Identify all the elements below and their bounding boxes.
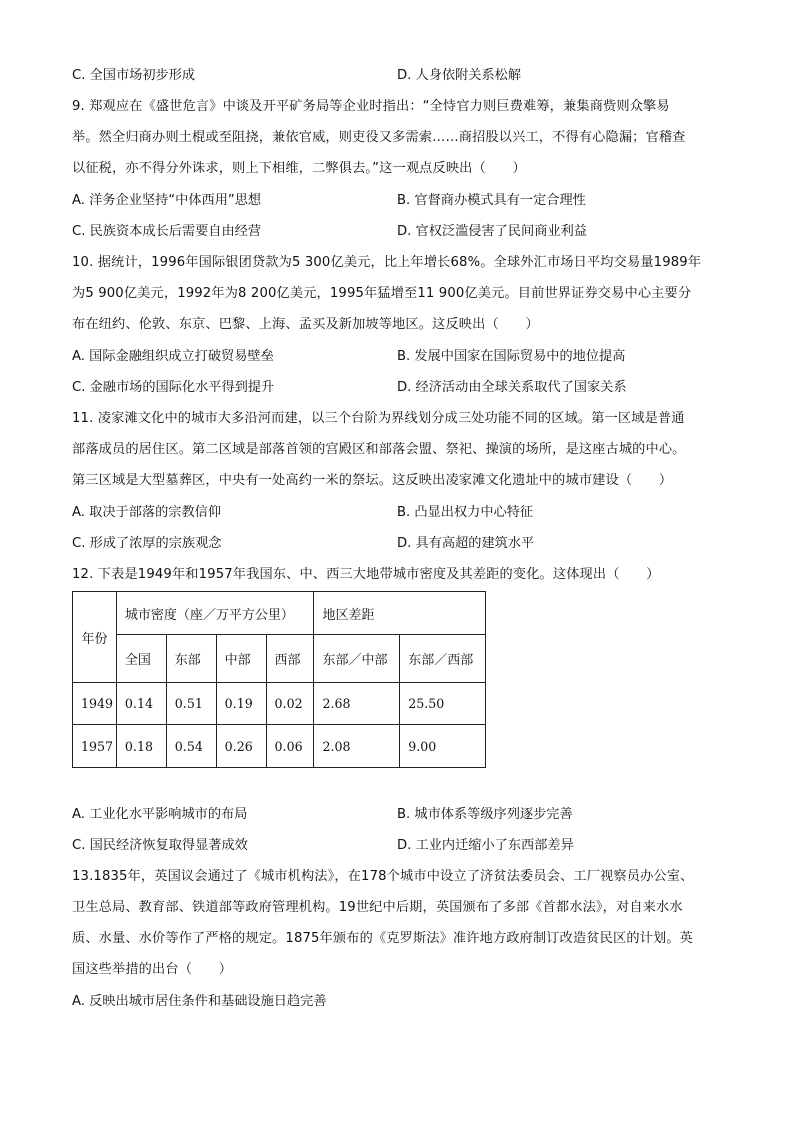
sub-header-east-west: 东部／西部 bbox=[400, 635, 486, 683]
q12-option-a[interactable]: A. 工业化水平影响城市的布局 bbox=[72, 807, 248, 822]
q11-stem-line-1: 11. 凌家滩文化中的城市大多沿河而建，以三个台阶为界线划分成三处功能不同的区域。第一区域是普通 bbox=[72, 411, 685, 426]
sub-header-east: 东部 bbox=[166, 635, 216, 683]
sub-header-east-central: 东部／中部 bbox=[314, 635, 400, 683]
sub-header-west: 西部 bbox=[266, 635, 314, 683]
table-header-row-1 bbox=[73, 592, 486, 635]
q11-stem-line-3: 第三区域是大型墓葬区，中央有一处高约一米的祭坛。这反映出凌家滩文化遗址中的城市建设（ ） bbox=[72, 473, 673, 488]
year-header: 年份 bbox=[73, 592, 117, 683]
cell-central: 0.26 bbox=[216, 725, 266, 768]
q10-option-b[interactable]: B. 发展中国家在国际贸易中的地位提高 bbox=[397, 349, 626, 364]
cell-central: 0.19 bbox=[216, 683, 266, 725]
q11-option-b[interactable]: B. 凸显出权力中心特征 bbox=[397, 505, 534, 520]
cell-national: 0.18 bbox=[116, 725, 166, 768]
q9-stem-line-2: 举。然全归商办则土棍或至阻挠，兼依官威，则吏役又多需索……商招股以兴工，不得有心隐漏；官稽查 bbox=[72, 130, 686, 145]
sub-header-central: 中部 bbox=[216, 635, 266, 683]
q9-option-b[interactable]: B. 官督商办模式具有一定合理性 bbox=[397, 193, 586, 208]
q8-option-c[interactable]: C. 全国市场初步形成 bbox=[72, 68, 196, 83]
cell-east-west: 25.50 bbox=[400, 683, 486, 725]
cell-east-west: 9.00 bbox=[400, 725, 486, 768]
q12-option-c[interactable]: C. 国民经济恢复取得显著成效 bbox=[72, 838, 248, 853]
gap-header: 地区差距 bbox=[314, 592, 486, 635]
q10-stem-line-3: 布在纽约、伦敦、东京、巴黎、上海、孟买及新加坡等地区。这反映出（ ） bbox=[72, 317, 539, 332]
q9-stem-line-1: 9. 郑观应在《盛世危言》中谈及开平矿务局等企业时指出：“全恃官力则巨费难筹，兼集商赀则众擎易 bbox=[72, 99, 670, 114]
q9-option-d[interactable]: D. 官权泛滥侵害了民间商业利益 bbox=[397, 224, 587, 239]
q13-stem-line-4: 国这些举措的出台（ ） bbox=[72, 962, 233, 977]
q12-option-b[interactable]: B. 城市体系等级序列逐步完善 bbox=[397, 807, 573, 822]
q10-stem-line-1: 10. 据统计，1996年国际银团贷款为5 300亿美元，比上年增长68%。全球外汇市场日平均交易量1989年 bbox=[72, 255, 702, 270]
q9-option-c[interactable]: C. 民族资本成长后需要自由经营 bbox=[72, 224, 262, 239]
cell-year: 1949 bbox=[73, 683, 117, 725]
q11-stem-line-2: 部落成员的居住区。第二区域是部落首领的宫殿区和部落会盟、祭祀、操演的场所，是这座古城的中心。 bbox=[72, 442, 686, 457]
q12-stem: 12. 下表是1949年和1957年我国东、中、西三大地带城市密度及其差距的变化。这体现出（ ） bbox=[72, 567, 660, 582]
q10-stem-line-2: 为5 900亿美元，1992年为8 200亿美元，1995年猛增至11 900亿美元。目前世界证券交易中心主要分 bbox=[72, 286, 692, 301]
q8-option-d[interactable]: D. 人身依附关系松解 bbox=[397, 68, 522, 83]
table-header-row-2 bbox=[73, 635, 486, 683]
sub-header-national: 全国 bbox=[116, 635, 166, 683]
q9-stem-line-3: 以征税，亦不得分外诛求，则上下相维，二弊俱去。”这一观点反映出（ ） bbox=[72, 161, 526, 176]
q12-option-d[interactable]: D. 工业内迁缩小了东西部差异 bbox=[397, 838, 574, 853]
q13-option-a[interactable]: A. 反映出城市居住条件和基础设施日趋完善 bbox=[72, 994, 327, 1009]
q10-option-a[interactable]: A. 国际金融组织成立打破贸易壁垒 bbox=[72, 349, 274, 364]
q13-stem-line-3: 质、水量、水价等作了严格的规定。1875年颁布的《克罗斯法》准许地方政府制订改造贫民区的计划。英 bbox=[72, 931, 694, 946]
table-row bbox=[73, 725, 486, 768]
q10-option-c[interactable]: C. 金融市场的国际化水平得到提升 bbox=[72, 380, 275, 395]
cell-east: 0.54 bbox=[166, 725, 216, 768]
cell-east-central: 2.68 bbox=[314, 683, 400, 725]
q10-option-d[interactable]: D. 经济活动由全球关系取代了国家关系 bbox=[397, 380, 627, 395]
cell-east: 0.51 bbox=[166, 683, 216, 725]
cell-west: 0.06 bbox=[266, 725, 314, 768]
q13-stem-line-2: 卫生总局、教育部、铁道部等政府管理机构。19世纪中后期，英国颁布了多部《首都水法》，对自来水水 bbox=[72, 900, 683, 915]
city-density-table bbox=[72, 591, 486, 768]
cell-national: 0.14 bbox=[116, 683, 166, 725]
q11-option-c[interactable]: C. 形成了浓厚的宗族观念 bbox=[72, 536, 222, 551]
q9-option-a[interactable]: A. 洋务企业坚持“中体西用”思想 bbox=[72, 193, 262, 208]
cell-east-central: 2.08 bbox=[314, 725, 400, 768]
q11-option-a[interactable]: A. 取决于部落的宗教信仰 bbox=[72, 505, 222, 520]
cell-west: 0.02 bbox=[266, 683, 314, 725]
density-header: 城市密度（座／万平方公里） bbox=[116, 592, 314, 635]
q13-stem-line-1: 13.1835年，英国议会通过了《城市机构法》，在178个城市中设立了济贫法委员会、工厂视察员办公室、 bbox=[72, 869, 694, 884]
q11-option-d[interactable]: D. 具有高超的建筑水平 bbox=[397, 536, 535, 551]
table-row bbox=[73, 683, 486, 725]
cell-year: 1957 bbox=[73, 725, 117, 768]
